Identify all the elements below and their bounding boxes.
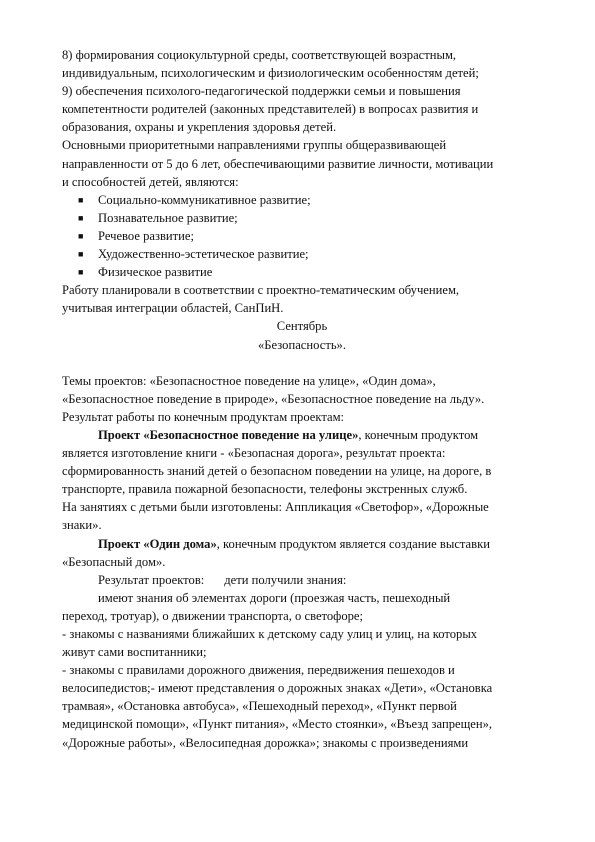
text-line	[62, 535, 542, 553]
blank-line	[62, 354, 542, 372]
text-line: трамвая», «Остановка автобуса», «Пешеходный переход», «Пункт первой	[62, 699, 457, 714]
square-bullet-icon: ■	[78, 230, 84, 241]
list-item	[62, 209, 542, 227]
list-item	[62, 191, 542, 209]
project-home-paragraph	[62, 535, 542, 571]
text-line: медицинской помощи», «Пункт питания», «Место стоянки», «Въезд запрещен»,	[62, 717, 493, 732]
text-line: сформированность знаний детей о безопасном поведении на улице, на дороге, в	[62, 464, 492, 479]
project-street-paragraph	[62, 426, 542, 535]
text-line: транспорте, правила пожарной безопасности, телефоны экстренных служб.	[62, 482, 468, 497]
square-bullet-icon: ■	[78, 194, 84, 205]
text-line: переход, тротуар), о движении транспорта, о светофоре;	[62, 608, 364, 623]
text-run: , конечным продуктом	[358, 427, 479, 442]
text-line: «Безопасный дом».	[62, 554, 166, 569]
text-line: направленности от 5 до 6 лет, обеспечивающими развитие личности, мотивации	[62, 156, 494, 171]
text-line: На занятиях с детьми были изготовлены: Аппликация «Светофор», «Дорожные	[62, 500, 489, 515]
text-run: дети получили знания:	[224, 572, 347, 587]
list-item	[62, 227, 542, 245]
text-line: Темы проектов: «Безопасностное поведение на улице», «Один дома»,	[62, 373, 436, 388]
topics-paragraph	[62, 372, 542, 426]
list-item-label: Художественно-эстетическое развитие;	[98, 247, 309, 262]
list-item-label: Социально-коммуникативное развитие;	[98, 192, 311, 207]
square-bullet-icon: ■	[78, 267, 84, 278]
text-line: является изготовление книги - «Безопасная дорога», результат проекта:	[62, 446, 446, 461]
text-line: «Дорожные работы», «Велосипедная дорожка»; знакомы с произведениями	[62, 735, 469, 750]
list-item-label: Познавательное развитие;	[98, 210, 238, 225]
results-paragraph	[62, 571, 542, 752]
text-line: 9) обеспечения психолого-педагогической поддержки семьи и повышения	[62, 84, 461, 99]
list-item-label: Физическое развитие	[98, 265, 213, 280]
list-item-label: Речевое развитие;	[98, 228, 194, 243]
document-text	[62, 46, 542, 752]
text-line: «Безопасностное поведение в природе», «Безопасностное поведение на льду».	[62, 391, 485, 406]
text-line: - знакомы с названиями ближайших к детскому саду улиц и улиц, на которых	[62, 627, 478, 641]
intro-paragraph	[62, 46, 542, 191]
text-line: Результат работы по конечным продуктам проектам:	[62, 409, 345, 424]
project-title: Проект «Безопасностное поведение на улице»	[98, 427, 359, 442]
project-title: Проект «Один дома»	[98, 536, 217, 551]
text-run: , конечным продуктом является создание выставки	[216, 536, 490, 551]
text-line: - знакомы с правилами дорожного движения, передвижения пешеходов и	[62, 663, 455, 678]
planning-paragraph	[62, 281, 542, 317]
month-subtitle: «Безопасность».	[257, 337, 347, 352]
text-line: имеют знания об элементах дороги (проезжая часть, пешеходный	[98, 590, 451, 605]
list-item	[62, 245, 542, 263]
text-line: 8) формирования социокультурной среды, соответствующей возрастным,	[62, 48, 457, 62]
text-line: Основными приоритетными направлениями группы общеразвивающей	[62, 138, 447, 153]
results-label: Результат проектов:	[98, 572, 205, 587]
text-line: и способностей детей, являются:	[62, 174, 239, 189]
development-areas-list	[62, 191, 542, 281]
text-line: учитывая интеграции областей, СанПиН.	[62, 301, 284, 316]
square-bullet-icon: ■	[78, 249, 84, 260]
square-bullet-icon: ■	[78, 212, 84, 223]
list-item	[62, 263, 542, 281]
text-line	[62, 426, 542, 444]
text-line	[62, 571, 542, 589]
text-line: знаки».	[62, 518, 102, 533]
text-line: живут сами воспитанники;	[62, 645, 207, 660]
text-line: индивидуальным, психологическим и физиологическим особенностям детей;	[62, 66, 479, 81]
text-line: Работу планировали в соответствии с проектно-тематическим обучением,	[62, 283, 460, 298]
text-line: образования, охраны и укрепления здоровья детей.	[62, 120, 337, 135]
month-title: Сентябрь	[276, 319, 328, 334]
text-line: компетентности родителей (законных представителей) в вопросах развития и	[62, 102, 479, 117]
text-line: велосипедистов;- имеют представления о дорожных знаках «Дети», «Остановка	[62, 681, 493, 696]
